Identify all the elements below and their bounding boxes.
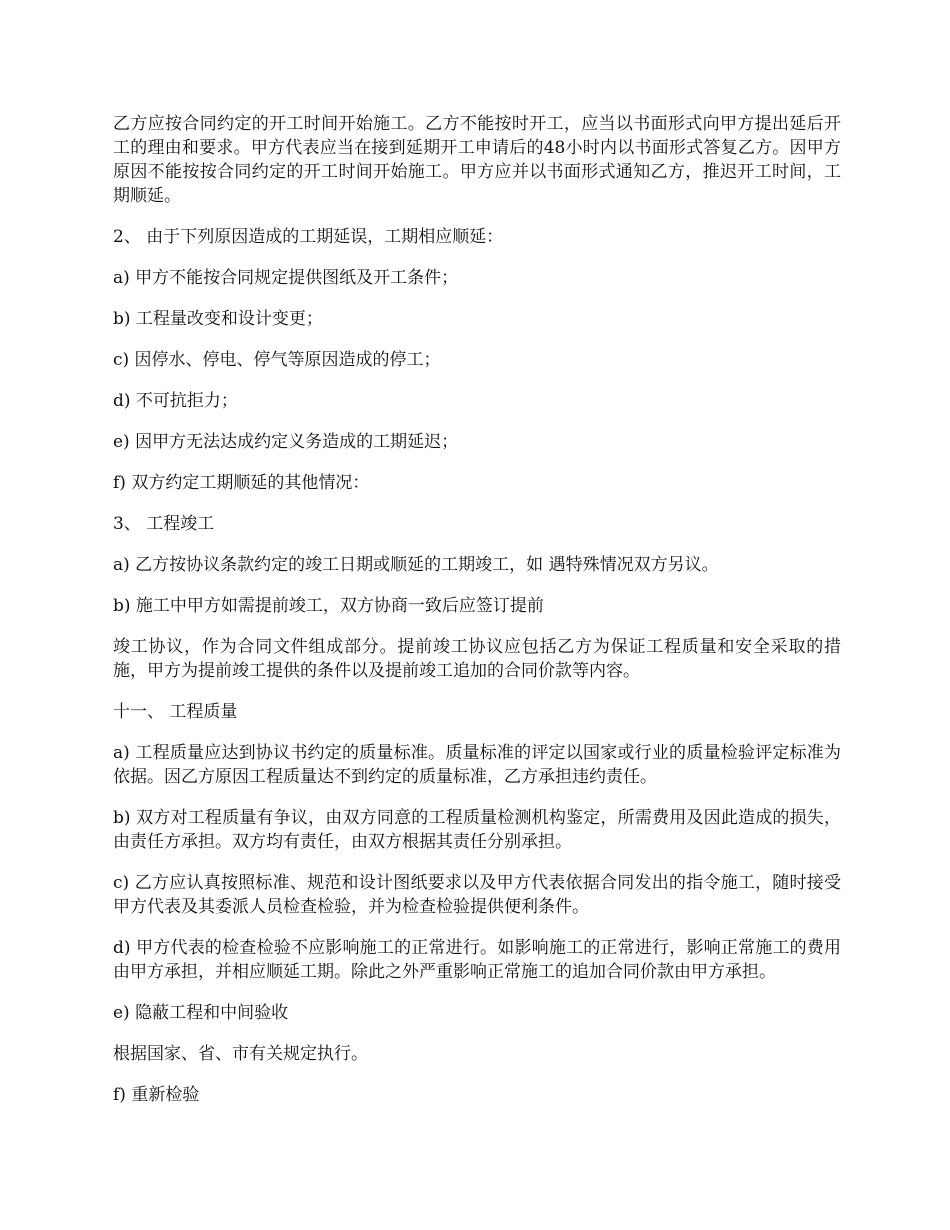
list-item-d-inspection-impact: d) 甲方代表的检查检验不应影响施工的正常进行。如影响施工的正常进行，影响正常施工的费用由甲方承担，并相应顺延工期。除此之外严重影响正常施工的追加合同价款由甲方承担。 [113, 938, 841, 982]
paragraph-regulations: 根据国家、省、市有关规定执行。 [113, 1044, 368, 1064]
list-item-e-concealed-works: e) 隐蔽工程和中间验收 [113, 1003, 289, 1023]
list-item-f-other: f) 双方约定工期顺延的其他情况： [113, 473, 370, 493]
list-item-c-outage: c) 因停水、停电、停气等原因造成的停工； [113, 350, 441, 370]
list-item-c-inspection: c) 乙方应认真按照标准、规范和设计图纸要求以及甲方代表依据合同发出的指令施工，随时接受甲方代表及其委派人员检查检验，并为检查检验提供便利条件。 [113, 873, 841, 917]
paragraph-early-completion-agreement: 竣工协议，作为合同文件组成部分。提前竣工协议应包括乙方为保证工程质量和安全采取的措施，甲方为提前竣工提供的条件以及提前竣工追加的合同价款等内容。 [113, 637, 841, 681]
list-item-e-party-a-delay: e) 因甲方无法达成约定义务造成的工期延迟； [113, 432, 459, 452]
paragraph-section-3-heading: 3、 工程竣工 [113, 514, 215, 534]
list-item-d-force-majeure: d) 不可抗拒力； [113, 391, 238, 411]
list-item-b-quality-dispute: b) 双方对工程质量有争议，由双方同意的工程质量检测机构鉴定，所需费用及因此造成的损失，由责任方承担。双方均有责任，由双方根据其责任分别承担。 [113, 808, 841, 852]
paragraph-section-2-heading: 2、 由于下列原因造成的工期延误，工期相应顺延： [113, 227, 504, 247]
list-item-a-quality-standard: a) 工程质量应达到协议书约定的质量标准。质量标准的评定以国家或行业的质量检验评定标准为依据。因乙方原因工程质量达不到约定的质量标准，乙方承担违约责任。 [113, 743, 841, 787]
paragraph-start-work: 乙方应按合同约定的开工时间开始施工。乙方不能按时开工，应当以书面形式向甲方提出延后开工的理由和要求。甲方代表应当在接到延期开工申请后的48小时内以书面形式答复乙方。因甲方原因不能按按合同约定的开工时间开始施工。甲方应并以书面形式通知乙方，推迟开工时间，工期顺延。 [113, 114, 841, 206]
document-body [113, 112, 841, 1124]
list-item-f-reinspection: f) 重新检验 [113, 1085, 200, 1105]
list-item-a-drawings: a) 甲方不能按合同规定提供图纸及开工条件； [113, 268, 459, 288]
list-item-a-completion-date: a) 乙方按协议条款约定的竣工日期或顺延的工期竣工，如 遇特殊情况双方另议。 [113, 555, 719, 575]
list-item-b-design-change: b) 工程量改变和设计变更； [113, 309, 323, 329]
paragraph-section-11-heading: 十一、 工程质量 [113, 702, 238, 722]
list-item-b-early-completion: b) 施工中甲方如需提前竣工，双方协商一致后应签订提前 [113, 596, 544, 616]
